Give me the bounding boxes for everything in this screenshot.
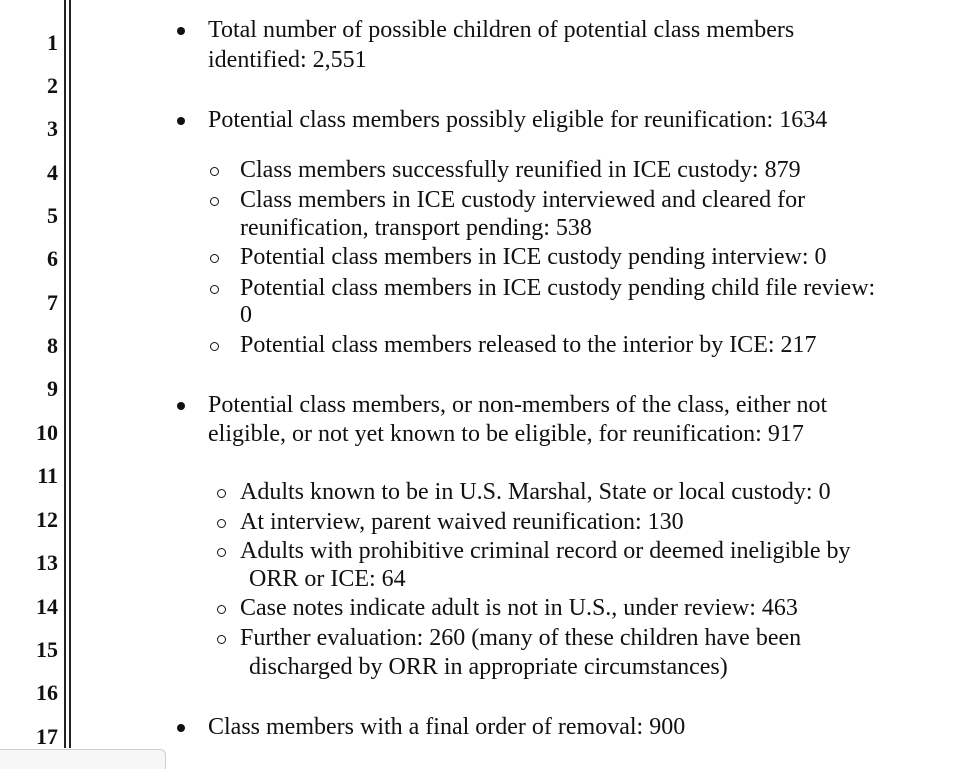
- list-item-text: Potential class members, or non-members of the class, either not: [208, 392, 828, 418]
- circle-bullet-icon: [210, 342, 219, 351]
- sub-item-text: Case notes indicate adult is not in U.S., under review: 463: [240, 595, 798, 621]
- sub-item-text: Potential class members in ICE custody pending interview: 0: [240, 244, 827, 270]
- circle-bullet-icon: [217, 605, 226, 614]
- sub-item-text: Potential class members released to the interior by ICE: 217: [240, 332, 817, 358]
- list-item-text: Class members with a final order of removal: 900: [208, 714, 686, 740]
- sub-item-text: discharged by ORR in appropriate circumstances): [249, 654, 728, 680]
- line-number: 11: [37, 463, 58, 488]
- line-number: 1: [47, 30, 58, 55]
- sub-item-text: Class members in ICE custody interviewed and cleared for: [240, 187, 806, 213]
- circle-bullet-icon: [210, 285, 219, 294]
- sub-item-text: ORR or ICE: 64: [249, 566, 406, 592]
- list-item-text: Total number of possible children of potential class members: [208, 17, 795, 43]
- bullet-icon: [177, 724, 185, 732]
- circle-bullet-icon: [210, 167, 219, 176]
- line-number: 4: [47, 160, 58, 185]
- sub-item-text: At interview, parent waived reunification: 130: [240, 509, 684, 535]
- circle-bullet-icon: [210, 197, 219, 206]
- line-number: 13: [36, 550, 58, 575]
- circle-bullet-icon: [217, 635, 226, 644]
- bullet-icon: [177, 27, 185, 35]
- line-number: 8: [47, 333, 58, 358]
- sub-item-text: reunification, transport pending: 538: [240, 215, 592, 241]
- sub-item-text: Adults with prohibitive criminal record or deemed ineligible by: [240, 538, 851, 564]
- circle-bullet-icon: [217, 519, 226, 528]
- list-item-text: Potential class members possibly eligible for reunification: 1634: [208, 107, 828, 133]
- bullet-icon: [177, 402, 185, 410]
- sub-item-text: Further evaluation: 260 (many of these children have been: [240, 625, 802, 651]
- bullet-icon: [177, 117, 185, 125]
- line-number: 2: [47, 73, 58, 98]
- line-number: 9: [47, 376, 58, 401]
- line-number: 15: [36, 637, 58, 662]
- line-number: 12: [36, 507, 58, 532]
- line-number: 16: [36, 680, 58, 705]
- line-number: 7: [47, 290, 58, 315]
- sub-item-text: Adults known to be in U.S. Marshal, State or local custody: 0: [240, 479, 831, 505]
- line-number: 10: [36, 420, 58, 445]
- sub-item-text: 0: [240, 302, 252, 328]
- sub-item-text: Class members successfully reunified in ICE custody: 879: [240, 157, 801, 183]
- circle-bullet-icon: [217, 489, 226, 498]
- line-number: 14: [36, 594, 58, 619]
- list-item-text: identified: 2,551: [208, 47, 367, 73]
- scroll-tab[interactable]: [0, 749, 166, 769]
- line-number: 3: [47, 116, 58, 141]
- circle-bullet-icon: [210, 254, 219, 263]
- line-number: 17: [36, 724, 58, 749]
- list-item-text: eligible, or not yet known to be eligible, for reunification: 917: [208, 421, 804, 447]
- line-number: 5: [47, 203, 58, 228]
- line-number: 6: [47, 246, 58, 271]
- circle-bullet-icon: [217, 548, 226, 557]
- sub-item-text: Potential class members in ICE custody pending child file review:: [240, 275, 876, 301]
